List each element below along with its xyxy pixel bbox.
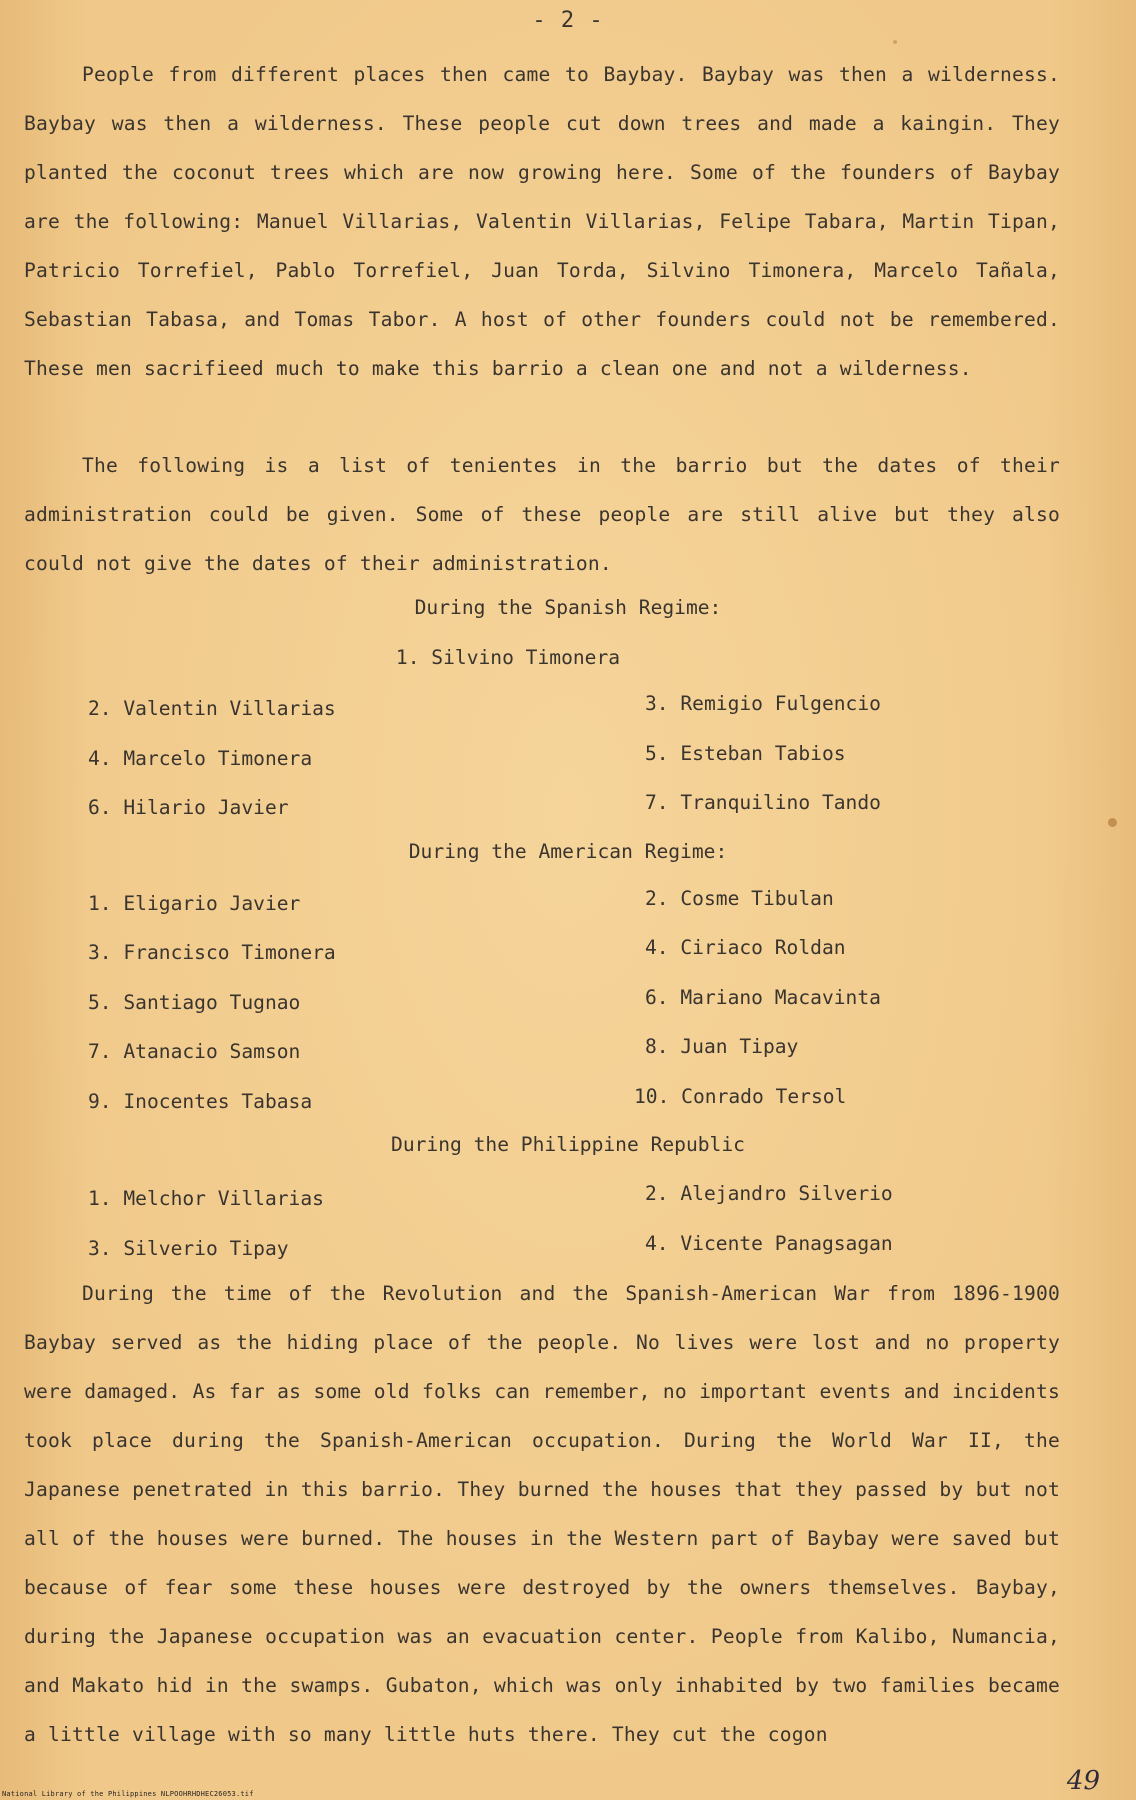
american-teniente-6: 6. Mariano Macavinta	[645, 986, 881, 1009]
republic-teniente-4: 4. Vicente Panagsagan	[645, 1232, 893, 1255]
spanish-teniente-7: 7. Tranquilino Tando	[645, 791, 881, 814]
spanish-teniente-2: 2. Valentin Villarias	[88, 697, 336, 720]
american-teniente-10: 10. Conrado Tersol	[634, 1085, 847, 1108]
page-number: - 2 -	[532, 8, 604, 33]
american-teniente-4: 4. Ciriaco Roldan	[645, 936, 846, 959]
american-teniente-9: 9. Inocentes Tabasa	[88, 1090, 313, 1113]
paper-spot	[893, 40, 897, 44]
american-regime-heading: During the American Regime:	[408, 840, 728, 863]
spanish-teniente-5: 5. Esteban Tabios	[645, 742, 846, 765]
history-paragraph: During the time of the Revolution and the Spanish-American War from 1896-1900 Baybay served as the hiding place of the people. No lives were lost and no property were damaged. As far as some old folks can remember, no important events and incidents took place during the Spanish-American occupation. During the World War II, the Japanese penetrated in this barrio. They burned the houses that they passed by but not all of the houses were burned. The houses in the Western part of Baybay were saved but because of fear some these houses were destroyed by the owners themselves. Baybay, during the Japanese occupation was an evacuation center. People from Kalibo, Numancia, and Makato hid in the swamps. Gubaton, which was only inhabited by two families became a little village with so many little huts there. They cut the cogon	[24, 1282, 1060, 1746]
american-teniente-5: 5. Santiago Tugnao	[88, 991, 301, 1014]
republic-heading: During the Philippine Republic	[391, 1133, 745, 1156]
american-teniente-2: 2. Cosme Tibulan	[645, 887, 834, 910]
spanish-teniente-4: 4. Marcelo Timonera	[88, 747, 313, 770]
american-teniente-8: 8. Juan Tipay	[645, 1035, 799, 1058]
founders-paragraph: People from different places then came to Baybay. Baybay was then a wilderness. Baybay was then a wilderness. These people cut down trees and made a kaingin. They planted the coconut trees which are now growing here. Some of the founders of Baybay are the following: Manuel Villarias, Valentin Villarias, Felipe Tabara, Martin Tipan, Patricio Torrefiel, Pablo Torrefiel, Juan Torda, Silvino Timonera, Marcelo Tañala, Sebastian Tabasa, and Tomas Tabor. A host of other founders could not be remembered. These men sacrifieed much to make this barrio a clean one and not a wilderness.	[24, 63, 1060, 380]
founders-paragraph-block	[24, 50, 1060, 393]
american-teniente-7: 7. Atanacio Samson	[88, 1040, 301, 1063]
spanish-regime-heading: During the Spanish Regime:	[414, 596, 722, 619]
spanish-teniente-6: 6. Hilario Javier	[88, 796, 289, 819]
republic-teniente-2: 2. Alejandro Silverio	[645, 1182, 893, 1205]
american-teniente-3: 3. Francisco Timonera	[88, 941, 336, 964]
tenientes-paragraph: The following is a list of tenientes in the barrio but the dates of their administration could be given. Some of these people are still alive but they also could not give the dates of their administration.	[24, 454, 1060, 575]
republic-teniente-1: 1. Melchor Villarias	[88, 1187, 324, 1210]
paper-spot	[1108, 818, 1117, 827]
history-paragraph-block	[24, 1269, 1060, 1759]
handwritten-page-mark: 49	[1066, 1766, 1100, 1796]
spanish-teniente-3: 3. Remigio Fulgencio	[645, 692, 881, 715]
archive-stamp: National Library of the Philippines NLPOOHRHDHEC26053.tif	[2, 1790, 254, 1798]
tenientes-paragraph-block	[24, 441, 1060, 588]
spanish-teniente-1: 1. Silvino Timonera	[395, 646, 621, 669]
republic-teniente-3: 3. Silverio Tipay	[88, 1237, 289, 1260]
american-teniente-1: 1. Eligario Javier	[88, 892, 301, 915]
